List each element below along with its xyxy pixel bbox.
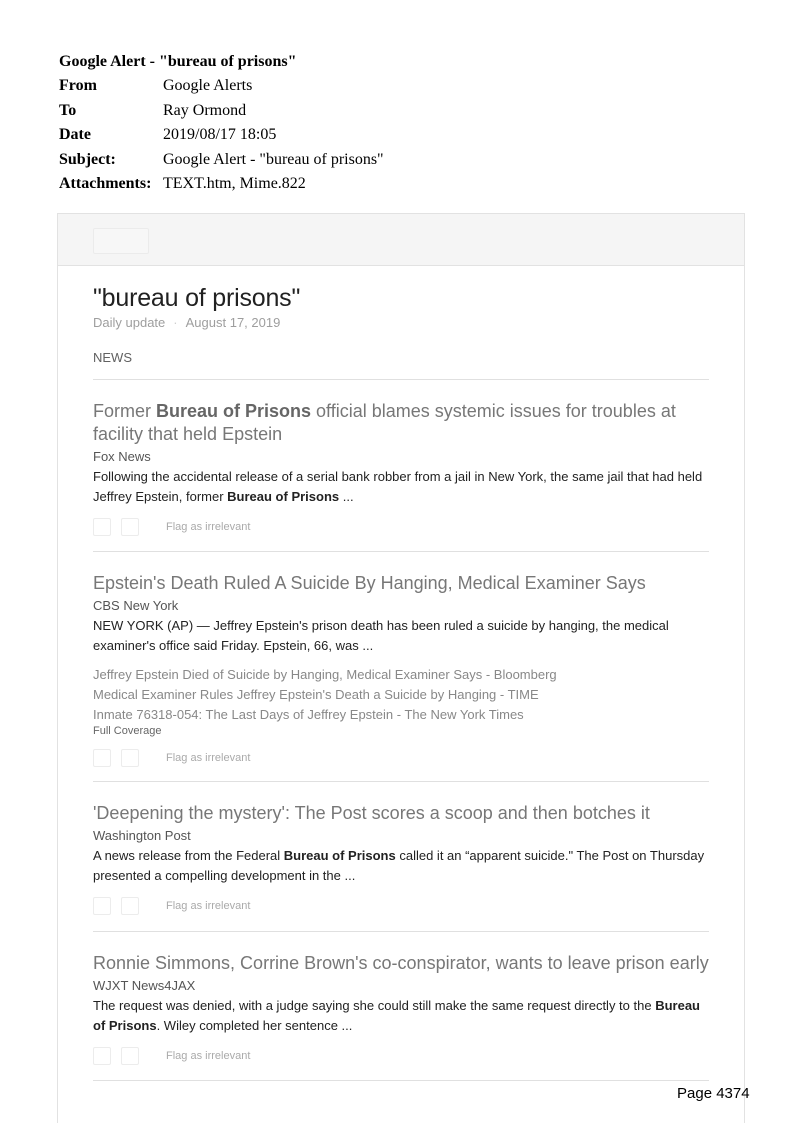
related-article-link[interactable]: Jeffrey Epstein Died of Suicide by Hanging, Medical Examiner Says - Bloomberg — [93, 667, 557, 682]
email-title: Google Alert - "bureau of prisons" — [59, 53, 297, 70]
field-value: TEXT.htm, Mime.822 — [163, 175, 306, 192]
email-to-row — [59, 99, 384, 124]
share-icon[interactable] — [121, 518, 139, 536]
flag-irrelevant-link[interactable]: Flag as irrelevant — [166, 1050, 251, 1062]
flag-irrelevant-link[interactable]: Flag as irrelevant — [166, 752, 251, 764]
share-icon[interactable] — [121, 897, 139, 915]
news-item — [93, 952, 713, 1066]
share-icon[interactable] — [93, 897, 111, 915]
email-attachments-row — [59, 172, 384, 197]
news-source: Fox News — [93, 449, 151, 464]
item-actions — [93, 748, 713, 768]
share-icon[interactable] — [93, 1047, 111, 1065]
news-item — [93, 572, 713, 768]
news-source: CBS New York — [93, 598, 179, 613]
page-number: Page 4374 — [677, 1085, 750, 1102]
share-icon[interactable] — [121, 749, 139, 767]
alert-query-title: "bureau of prisons" — [93, 284, 301, 312]
field-value: 2019/08/17 18:05 — [163, 126, 277, 143]
related-article-link[interactable]: Medical Examiner Rules Jeffrey Epstein's Death a Suicide by Hanging - TIME — [93, 687, 539, 702]
news-snippet: The request was denied, with a judge saying she could still make the same request directly to the Bureau of Prisons. Wiley completed her sentence ... — [93, 998, 700, 1033]
alert-card — [57, 213, 745, 1123]
news-snippet: A news release from the Federal Bureau of Prisons called it an “apparent suicide." The Post on Thursday presented a compelling development in the ... — [93, 848, 705, 883]
item-actions — [93, 896, 713, 916]
field-label: Attachments: — [59, 175, 152, 192]
field-value: Ray Ormond — [163, 101, 247, 119]
alert-date: August 17, 2019 — [185, 315, 281, 330]
news-item — [93, 400, 713, 537]
field-label: Date — [59, 126, 91, 143]
related-articles — [93, 665, 713, 725]
news-source: WJXT News4JAX — [93, 978, 196, 993]
field-value: Google Alert - "bureau of prisons" — [163, 150, 384, 168]
field-value: Google Alerts — [163, 77, 253, 94]
full-coverage-link[interactable]: Full Coverage — [93, 725, 162, 737]
alert-meta — [93, 315, 280, 330]
news-headline-link[interactable]: Former Bureau of Prisons official blames systemic issues for troubles at facility that held Epstein — [93, 401, 676, 444]
separator-dot: · — [173, 315, 178, 330]
divider — [93, 1080, 709, 1081]
divider — [93, 931, 709, 932]
google-logo-placeholder — [93, 228, 149, 254]
related-article-link[interactable]: Inmate 76318-054: The Last Days of Jeffrey Epstein - The New York Times — [93, 707, 524, 722]
news-snippet: Following the accidental release of a serial bank robber from a jail in New York, the same jail that had held Jeffrey Epstein, former Bureau of Prisons ... — [93, 469, 703, 504]
email-subject-row — [59, 148, 384, 173]
alert-frequency: Daily update — [93, 315, 166, 330]
flag-irrelevant-link[interactable]: Flag as irrelevant — [166, 900, 251, 912]
field-label: To — [59, 101, 77, 119]
divider — [93, 781, 709, 782]
share-icon[interactable] — [121, 1047, 139, 1065]
share-icon[interactable] — [93, 749, 111, 767]
section-label: NEWS — [93, 350, 132, 365]
field-label: Subject: — [59, 150, 116, 168]
email-from-row — [59, 74, 384, 99]
item-actions — [93, 1046, 713, 1066]
item-actions — [93, 517, 713, 537]
share-icon[interactable] — [93, 518, 111, 536]
divider — [93, 551, 709, 552]
alert-card-header — [58, 214, 744, 266]
news-item — [93, 802, 713, 916]
news-headline-link[interactable]: 'Deepening the mystery': The Post scores a scoop and then botches it — [93, 803, 650, 823]
news-headline-link[interactable]: Epstein's Death Ruled A Suicide By Hanging, Medical Examiner Says — [93, 573, 646, 593]
news-snippet: NEW YORK (AP) — Jeffrey Epstein's prison death has been ruled a suicide by hanging, the medical examiner's office said Friday. Epstein, 66, was ... — [93, 618, 669, 653]
email-header — [59, 50, 384, 197]
email-date-row — [59, 123, 384, 148]
field-label: From — [59, 77, 97, 94]
news-headline-link[interactable]: Ronnie Simmons, Corrine Brown's co-conspirator, wants to leave prison early — [93, 953, 709, 973]
news-source: Washington Post — [93, 828, 191, 843]
divider — [93, 379, 709, 380]
flag-irrelevant-link[interactable]: Flag as irrelevant — [166, 521, 251, 533]
